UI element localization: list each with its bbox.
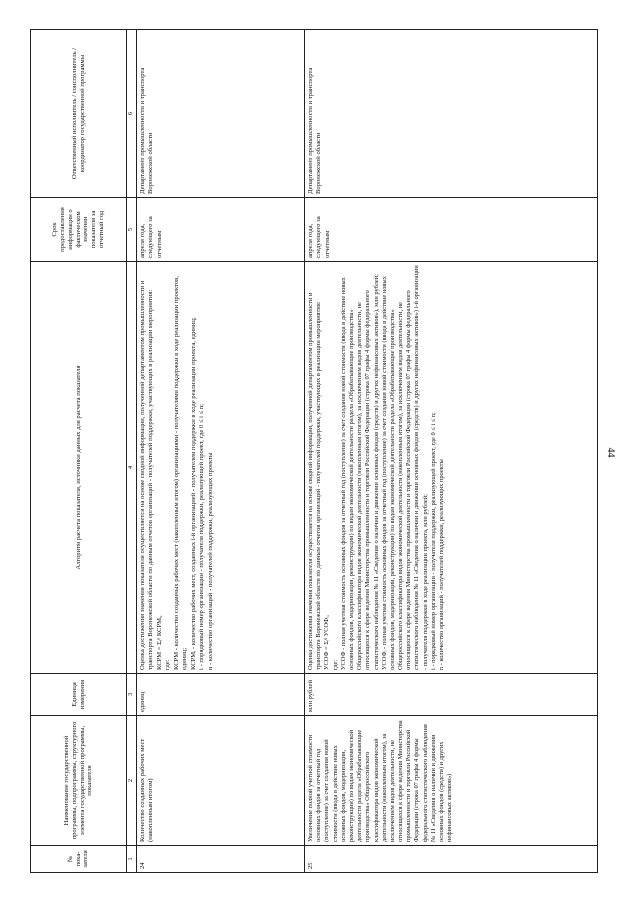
responsible: Департамент промышленности и транспорта Воронежской области bbox=[305, 30, 598, 198]
table-row bbox=[137, 30, 305, 873]
algorithm-line: n - количество организаций - получателей поддержки, реализующих проекты bbox=[438, 459, 445, 670]
algorithm-line: i - порядковый номер организации - получателя поддержки, реализующей проект, где 0 ≤ i ≤ n; bbox=[429, 412, 437, 670]
unit: единиц bbox=[137, 674, 305, 716]
row-number: 24 bbox=[137, 846, 305, 873]
header-deadline: Срок предоставления информации о фактическом значении показателя за отчетный год bbox=[31, 198, 127, 262]
header-row bbox=[31, 30, 127, 873]
algorithm-line: КСРМ - количество созданных рабочих мест (накопленным итогом) организациями - получателями поддержки в ходе реализации проектов, единиц; bbox=[172, 276, 189, 670]
header-responsible: Ответственный исполнитель / соисполнитель / координатор государственной программы bbox=[31, 30, 127, 198]
algorithm-line: КСРМᵢ - количество рабочих мест, созданных i-й организацией - получателем поддержки в ходе реализации проекта, единиц; bbox=[189, 317, 197, 670]
header-number: № пока-зателя bbox=[31, 846, 127, 873]
algorithm-formula: УСОФ = Σᵢⁿ УСОФᵢ, bbox=[323, 615, 331, 670]
algorithm-formula: КСРМ = Σᵢⁿ КСРМᵢ, bbox=[155, 615, 163, 670]
unit: млн рублей bbox=[305, 674, 598, 716]
table-row bbox=[305, 30, 598, 873]
column-number: 6 bbox=[127, 30, 137, 198]
header-algorithm: Алгоритм расчета показателя, источники данных для расчета показателя bbox=[31, 262, 127, 674]
column-number: 2 bbox=[127, 716, 137, 846]
algorithm-line: УСОФᵢ - полная учетная стоимость основных фондов за отчетный год (поступление) за счет создания новой стоимости (ввода в действие новых основных фондов, модернизации, реконструкции) по видам экономической деятельности раздела «Обрабатывающие производства» Общероссийского классификатора видов экономической деятельности (накопленным итогом), за исключением видов деятельности, не относящихся к сфере ведения Министерства промышленности и торговли Российской Федерации (строка 07 графы 4 формы федерального статистического наблюдения № 11 «Сведения о наличии и движении основных фондов (средств) и других нефинансовых активов») i-й организации - получателя поддержки в ходе реализации проекта, млн рублей; bbox=[380, 265, 429, 670]
column-number: 1 bbox=[127, 846, 137, 873]
row-number: 25 bbox=[305, 846, 598, 873]
indicator-name: Количество созданных рабочих мест (накопленным итогом) bbox=[137, 716, 305, 846]
algorithm bbox=[305, 262, 598, 674]
header-unit: Единица измерения bbox=[31, 674, 127, 716]
algorithm-line: Оценка достижения значения показателя осуществляется на основе сводной информации, полученной департаментом промышленности и транспорта Воронежской области по данным отчетов организаций - получателей поддержки, участвующих в реализации мероприятия: bbox=[307, 292, 323, 670]
algorithm-line: где: bbox=[331, 659, 339, 670]
indicator-table bbox=[30, 29, 598, 873]
header-name: Наименование государственной программы, подпрограммы, структурного элемента государственной программы, показателя bbox=[31, 716, 127, 846]
indicator-name: Увеличение полной учетной стоимости основных фондов за отчетный год (поступление) за счет создания новой стоимости (ввода в действие новых основных фондов, модернизации, реконструкции) по видам экономической деятельности раздела «Обрабатывающие производства» Общероссийского классификатора видов экономической деятельности (накопленным итогом), за исключением видов деятельности, не относящихся к сфере ведения Министерства промышленности и торговли Российской Федерации (строка 07 графы 4 формы федерального статистического наблюдения № 11 «Сведения о наличии и движении основных фондов (средств) и других нефинансовых активов») bbox=[305, 716, 598, 846]
deadline: апреля года, следующего за отчетным bbox=[305, 198, 598, 262]
algorithm-line: где: bbox=[164, 659, 172, 670]
algorithm-line: УСОФ - полная учетная стоимость основных фондов за отчетный год (поступление) за счет создания новой стоимости (ввода в действие новых основных фондов, модернизации, реконструкции) по видам экономической деятельности раздела «Обрабатывающие производства» Общероссийского классификатора видов экономической деятельности (накопленным итогом), за исключением видов деятельности, не относящихся к сфере ведения Министерства промышленности и торговли Российской Федерации (строка 07 графы 4 формы федерального статистического наблюдения № 11 «Сведения о наличии и движении основных фондов (средств) и других нефинансовых активов»), млн рублей; bbox=[339, 274, 380, 670]
column-number: 5 bbox=[127, 198, 137, 262]
algorithm-line: Оценка достижения значения показателя осуществляется на основе сводной информации, полученной департаментом промышленности и транспорта Воронежской области по данным отчетов организаций - получателей поддержки, участвующих в реализации мероприятия: bbox=[139, 280, 155, 670]
page-number: 44 bbox=[605, 447, 616, 458]
algorithm-line: n - количество организаций - получателей поддержки, реализующих проекты bbox=[206, 452, 214, 670]
column-number: 3 bbox=[127, 674, 137, 716]
deadline: апреля года, следующего за отчетным bbox=[137, 198, 305, 262]
algorithm bbox=[137, 262, 305, 674]
responsible: Департамент промышленности и транспорта Воронежской области bbox=[137, 30, 305, 198]
column-number-row bbox=[127, 30, 137, 873]
algorithm-line: i - порядковый номер организации - получателя поддержки, реализующей проект, где 0 ≤ i ≤ n; bbox=[198, 404, 206, 670]
column-number: 4 bbox=[127, 262, 137, 674]
